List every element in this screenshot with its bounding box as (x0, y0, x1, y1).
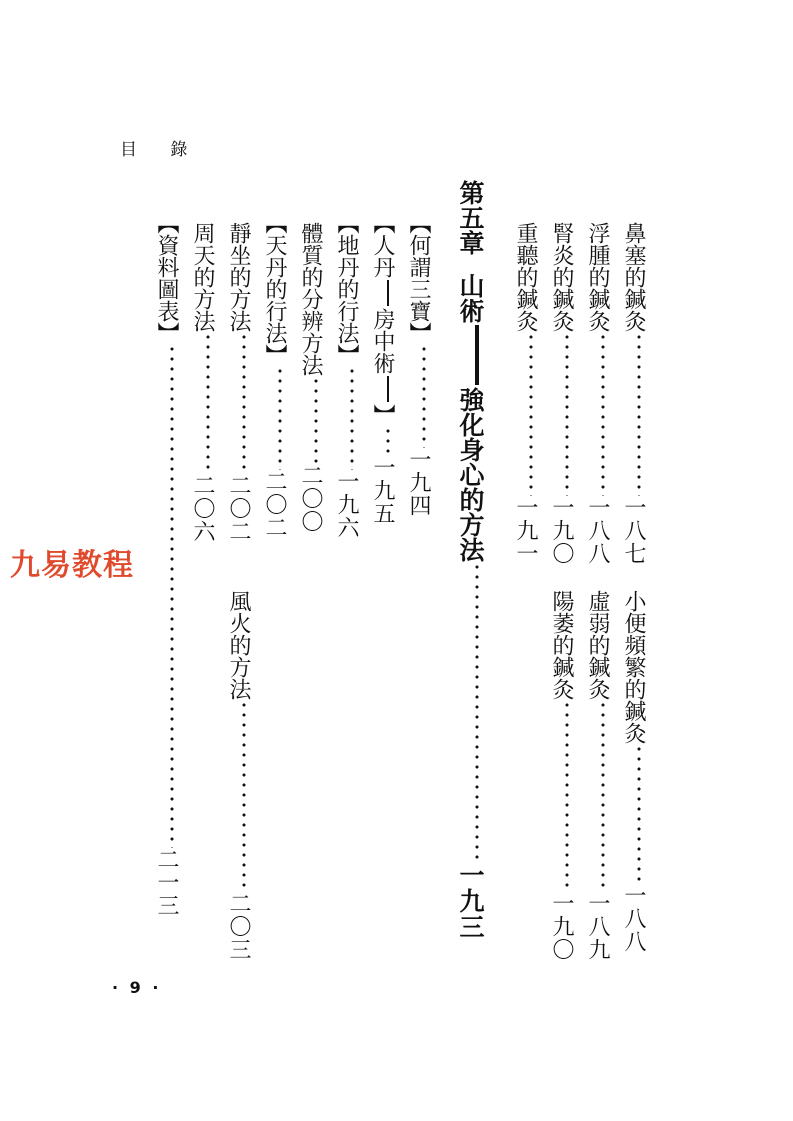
toc-entry[interactable] (548, 222, 578, 565)
toc-entry-page: 二〇六 (190, 474, 215, 543)
toc-entry-page: 一九〇 (549, 892, 574, 961)
toc-entry[interactable] (584, 590, 614, 961)
page-number: · 9 · (112, 978, 162, 997)
em-dash-rule (475, 325, 479, 385)
leader-dots (592, 332, 614, 496)
toc-entry-page: 一八七 (621, 496, 646, 565)
leader-dots (341, 366, 363, 470)
toc-entry-page: 一八八 (621, 884, 646, 953)
toc-entry-page: 一九三 (456, 862, 485, 940)
leader-dots (466, 562, 488, 862)
page-header-title: 目 錄 (120, 140, 202, 160)
watermark-logo: 九易教程 (10, 548, 134, 583)
leader-dots (556, 332, 578, 496)
chapter-title-part-a: 山術 (456, 273, 485, 323)
leader-dots (233, 332, 255, 474)
toc-entry-page: 一九一 (513, 496, 538, 565)
toc-entry-title-part-c: 】 (370, 404, 395, 426)
leader-dots (233, 700, 255, 892)
toc-entry-title: 【何謂三寶】 (406, 212, 431, 344)
toc-entry[interactable] (369, 212, 399, 525)
toc-entry-title: 鼻塞的鍼灸 (621, 222, 646, 332)
toc-entry[interactable] (405, 212, 435, 517)
toc-entry-page: 二一三 (154, 848, 179, 917)
leader-dots (305, 376, 327, 464)
toc-entry[interactable] (548, 590, 578, 961)
dash-rule (387, 280, 389, 306)
leader-dots (377, 426, 399, 456)
toc-entry-page: 一九五 (370, 456, 395, 525)
leader-dots (413, 344, 435, 448)
toc-entry-page: 二〇〇 (298, 464, 323, 533)
leader-dots (628, 744, 650, 884)
toc-entry-title: 靜坐的方法 (226, 222, 251, 332)
toc-entry-title: 小便頻繁的鍼灸 (621, 590, 646, 744)
toc-entry-title: 【天丹的行法】 (262, 212, 287, 366)
toc-entry-title: 陽萎的鍼灸 (549, 590, 574, 700)
toc-entry-title: 重聽的鍼灸 (513, 222, 538, 332)
toc-entry-title-part-b: 房中術 (370, 308, 395, 374)
toc-entry-page: 二〇二 (226, 474, 251, 543)
toc-entry[interactable] (225, 590, 255, 961)
toc-entry[interactable] (333, 212, 363, 539)
leader-dots (161, 344, 183, 848)
toc-entry[interactable] (189, 222, 219, 543)
toc-entry-title: 體質的分辨方法 (298, 222, 323, 376)
chapter-label: 第五章 (456, 180, 485, 255)
toc-entry[interactable] (620, 222, 650, 565)
toc-entry-page: 一九〇 (549, 496, 574, 565)
leader-dots (520, 332, 542, 496)
leader-dots (556, 700, 578, 892)
toc-entry[interactable] (153, 212, 183, 917)
leader-dots (197, 332, 219, 474)
toc-entry-page: 一九四 (406, 448, 431, 517)
toc-entry-page: 一八八 (585, 496, 610, 565)
toc-entry[interactable] (261, 212, 291, 539)
toc-entry[interactable] (297, 222, 327, 533)
toc-entry[interactable] (620, 590, 650, 953)
leader-dots (592, 700, 614, 892)
dash-rule (387, 376, 389, 402)
toc-entry-title: 周天的方法 (190, 222, 215, 332)
toc-entry-page: 一八九 (585, 892, 610, 961)
toc-entry-page: 一九六 (334, 470, 359, 539)
toc-entry-page: 二〇二 (262, 470, 287, 539)
toc-entry-title: 風火的方法 (226, 590, 251, 700)
toc-entry-title: 浮腫的鍼灸 (585, 222, 610, 332)
toc-entry[interactable] (584, 222, 614, 565)
toc-entry-title: 【資料圖表】 (154, 212, 179, 344)
toc-entry-title: 【地丹的行法】 (334, 212, 359, 366)
toc-entry-title-part-a: 【人丹 (370, 212, 395, 278)
toc-entry[interactable] (512, 222, 542, 565)
toc-entry-page: 二〇三 (226, 892, 251, 961)
leader-dots (628, 332, 650, 496)
leader-dots (269, 366, 291, 470)
toc-entry[interactable] (225, 222, 255, 543)
toc-entry-title: 腎炎的鍼灸 (549, 222, 574, 332)
toc-entry-title: 虛弱的鍼灸 (585, 590, 610, 700)
chapter-title-part-b: 強化身心的方法 (456, 387, 485, 562)
chapter-heading[interactable] (456, 180, 488, 940)
